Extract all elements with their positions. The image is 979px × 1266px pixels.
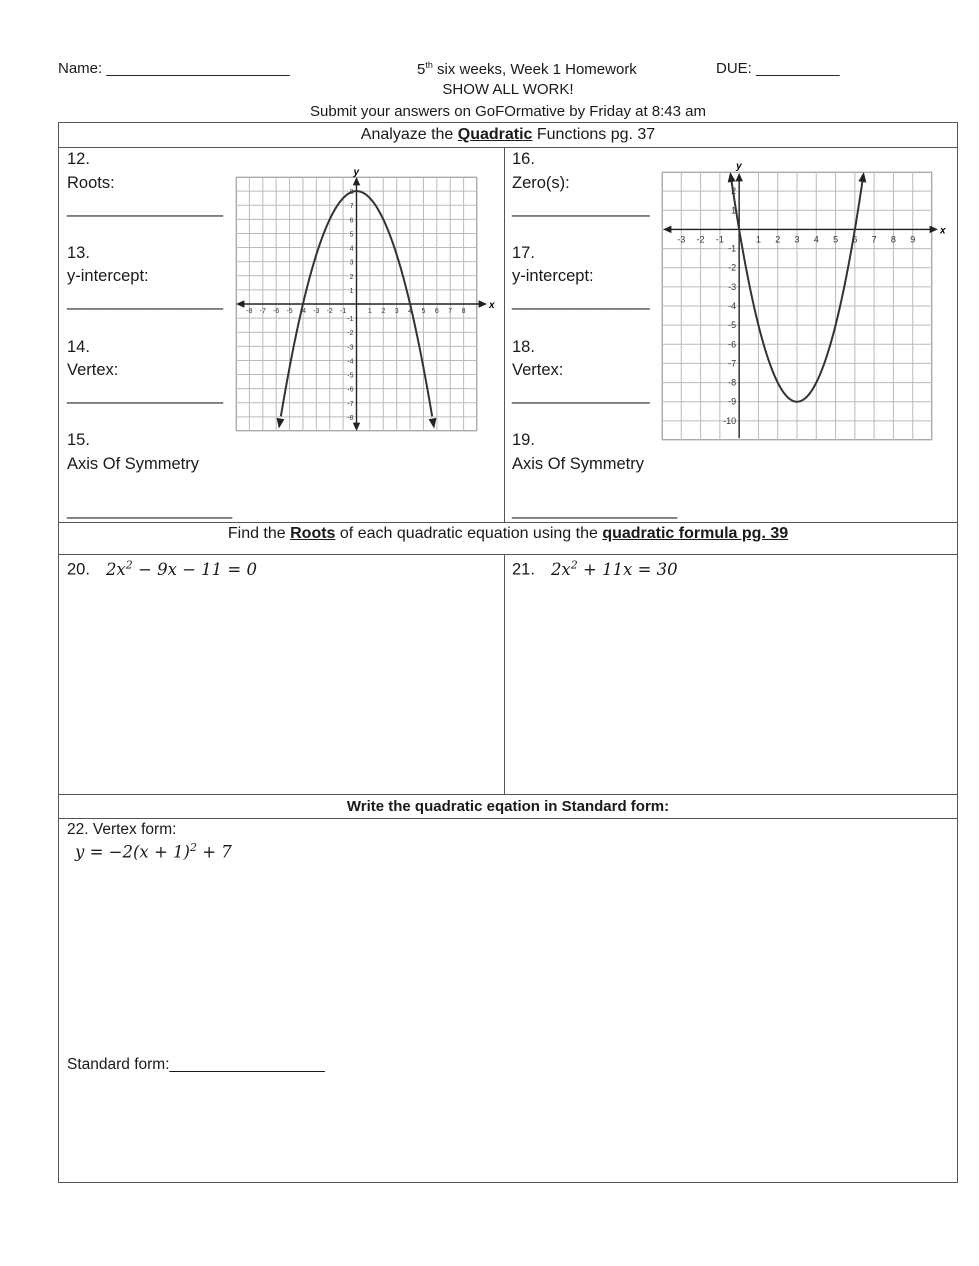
- q21-problem: [512, 558, 678, 580]
- q20-problem: [67, 558, 257, 580]
- q15-answer-blank[interactable]: __________________: [67, 501, 233, 519]
- q21-eq-b: + 11x = 30: [577, 559, 678, 579]
- y-tick-label: -9: [728, 396, 737, 407]
- y-tick-label: -6: [728, 339, 737, 350]
- y-tick-label: -8: [728, 377, 737, 388]
- y-tick-label: -5: [347, 372, 354, 380]
- y-tick-label: -4: [347, 358, 354, 366]
- graph-downward-parabola: [236, 167, 495, 431]
- due-field-label: DUE: __________: [716, 60, 840, 77]
- y-tick-label: -7: [728, 358, 737, 369]
- x-axis-arrow: [479, 300, 487, 308]
- q14-answer-blank[interactable]: _________________: [67, 386, 224, 404]
- title-superscript: th: [425, 60, 433, 70]
- q22-eq-b: + 7: [196, 842, 232, 862]
- y-tick-label: -10: [723, 415, 737, 426]
- x-tick-label: 1: [367, 308, 372, 315]
- x-tick-label: 7: [448, 308, 453, 315]
- q20-eq-a: 2x: [105, 559, 126, 579]
- x-tick-label: -6: [273, 308, 280, 315]
- y-tick-label: 2: [349, 273, 354, 281]
- y-tick-label: -5: [728, 320, 737, 331]
- x-tick-label: -5: [286, 308, 293, 315]
- y-tick-label: 4: [349, 245, 354, 253]
- q21-eq-exponent: 2: [570, 558, 578, 571]
- q20-eq-b: − 9x − 11 = 0: [132, 559, 257, 579]
- x-tick-label: -2: [696, 234, 705, 245]
- y-axis-label: y: [736, 161, 742, 172]
- y-tick-label: -3: [728, 281, 737, 292]
- x-tick-label: 4: [408, 308, 413, 315]
- y-tick-label: -2: [347, 330, 354, 338]
- x-tick-label: 6: [852, 234, 858, 245]
- y-tick-label: 5: [349, 231, 354, 239]
- q13-answer-blank[interactable]: _________________: [67, 292, 224, 310]
- section1-title-pre: Analyaze the: [360, 126, 458, 143]
- y-tick-label: -3: [347, 344, 354, 352]
- x-tick-label: -8: [246, 308, 253, 315]
- y-tick-label: -7: [347, 400, 354, 408]
- section3-title: Write the quadratic eqation in Standard form:: [346, 798, 670, 815]
- divider: [59, 554, 957, 555]
- section2-title-pre: Find the: [227, 525, 291, 542]
- x-tick-label: 9: [910, 234, 916, 245]
- standard-form-answer-blank[interactable]: Standard form:__________________: [67, 1056, 325, 1073]
- title-number: 5: [417, 61, 426, 78]
- y-tick-label: 7: [349, 203, 354, 211]
- divider: [504, 147, 505, 522]
- x-tick-label: 2: [381, 308, 386, 315]
- divider: [59, 818, 957, 819]
- x-tick-label: 7: [871, 234, 877, 245]
- y-tick-label: -1: [728, 243, 737, 254]
- q14-number: 14.: [67, 338, 90, 356]
- section1-title: [59, 126, 957, 144]
- q14-label: Vertex:: [67, 361, 119, 379]
- section2-title-roots: Roots: [290, 525, 336, 542]
- q21-eq-a: 2x: [550, 559, 571, 579]
- y-tick-label: -8: [347, 414, 354, 422]
- divider: [504, 554, 505, 794]
- q20-number: 20.: [67, 560, 90, 579]
- y-axis-label: y: [353, 167, 360, 178]
- q15-number: 15.: [67, 431, 90, 449]
- q12-number: 12.: [67, 150, 90, 168]
- x-tick-label: -7: [259, 308, 266, 315]
- q16-answer-blank[interactable]: _______________: [512, 199, 650, 217]
- title-text: six weeks, Week 1 Homework: [432, 61, 637, 78]
- x-tick-label: -1: [715, 234, 724, 245]
- y-tick-label: -4: [728, 301, 737, 311]
- q18-answer-blank[interactable]: _______________: [512, 386, 650, 404]
- x-tick-label: 3: [794, 234, 800, 245]
- x-tick-label: -3: [677, 234, 686, 245]
- y-tick-label: 2: [731, 186, 737, 197]
- y-tick-label: 1: [731, 205, 737, 216]
- q20-equation: [106, 560, 257, 579]
- y-tick-label: -2: [728, 262, 737, 273]
- y-tick-label: -6: [347, 386, 354, 394]
- q22-eq-exponent: 2: [189, 841, 197, 854]
- x-tick-label: 2: [775, 234, 781, 245]
- section1-title-bold: Quadratic: [457, 126, 533, 143]
- y-tick-label: 6: [349, 217, 354, 225]
- q17-label: y-intercept:: [512, 267, 594, 285]
- q12-label: Roots:: [67, 174, 115, 192]
- q15-label: Axis Of Symmetry: [67, 455, 200, 473]
- x-tick-label: -1: [339, 308, 347, 315]
- x-tick-label: 6: [434, 308, 439, 315]
- section1-title-post: Functions pg. 37: [532, 126, 656, 143]
- y-tick-label: 1: [349, 287, 354, 295]
- q22-vertex-equation: [75, 841, 232, 862]
- q17-answer-blank[interactable]: _______________: [512, 292, 650, 310]
- divider: [59, 522, 957, 523]
- x-tick-label: 8: [890, 234, 896, 245]
- divider: [59, 147, 957, 148]
- q19-number: 19.: [512, 431, 535, 449]
- x-tick-label: -4: [299, 308, 307, 315]
- graph-upward-parabola: [657, 157, 947, 443]
- y-tick-label: -1: [347, 316, 354, 324]
- y-tick-label: 3: [349, 259, 354, 267]
- q16-number: 16.: [512, 150, 535, 168]
- q19-answer-blank[interactable]: __________________: [512, 501, 678, 519]
- x-tick-label: 5: [833, 234, 839, 245]
- q18-number: 18.: [512, 338, 535, 356]
- x-tick-label: 4: [813, 234, 819, 245]
- q20-eq-exponent: 2: [125, 558, 133, 571]
- q16-label: Zero(s):: [512, 174, 570, 192]
- q19-label: Axis Of Symmetry: [512, 455, 645, 473]
- x-tick-label: 3: [394, 308, 399, 315]
- q21-equation: [551, 560, 678, 579]
- assignment-title: [417, 60, 637, 78]
- q21-number: 21.: [512, 560, 535, 579]
- x-tick-label: -3: [313, 308, 320, 315]
- x-tick-label: -2: [326, 308, 333, 315]
- q13-number: 13.: [67, 244, 90, 262]
- x-tick-label: 8: [461, 308, 466, 315]
- divider: [59, 794, 957, 795]
- x-axis-arrow: [930, 226, 938, 234]
- x-tick-label: 5: [421, 308, 426, 315]
- x-axis-label: x: [489, 300, 495, 311]
- q13-label: y-intercept:: [67, 267, 149, 285]
- x-axis-label: x: [940, 225, 946, 237]
- x-tick-label: 1: [755, 234, 761, 245]
- q22-eq-a: y = −2(x + 1): [75, 842, 190, 862]
- name-field-label: Name: ______________________: [58, 60, 290, 77]
- q18-label: Vertex:: [512, 361, 564, 379]
- instruction-submit: Submit your answers on GoFOrmative by Friday at 8:43 am: [310, 103, 706, 120]
- section2-title: [59, 525, 957, 543]
- q12-answer-blank[interactable]: _________________: [67, 199, 224, 217]
- section2-title-mid: of each quadratic equation using the: [335, 525, 603, 542]
- y-tick-label: 8: [349, 189, 354, 197]
- worksheet-table: [58, 122, 958, 1183]
- q17-number: 17.: [512, 244, 535, 262]
- section2-title-formula: quadratic formula pg. 39: [602, 525, 789, 542]
- instruction-show-work: SHOW ALL WORK!: [442, 81, 574, 98]
- q22-label: 22. Vertex form:: [67, 821, 177, 838]
